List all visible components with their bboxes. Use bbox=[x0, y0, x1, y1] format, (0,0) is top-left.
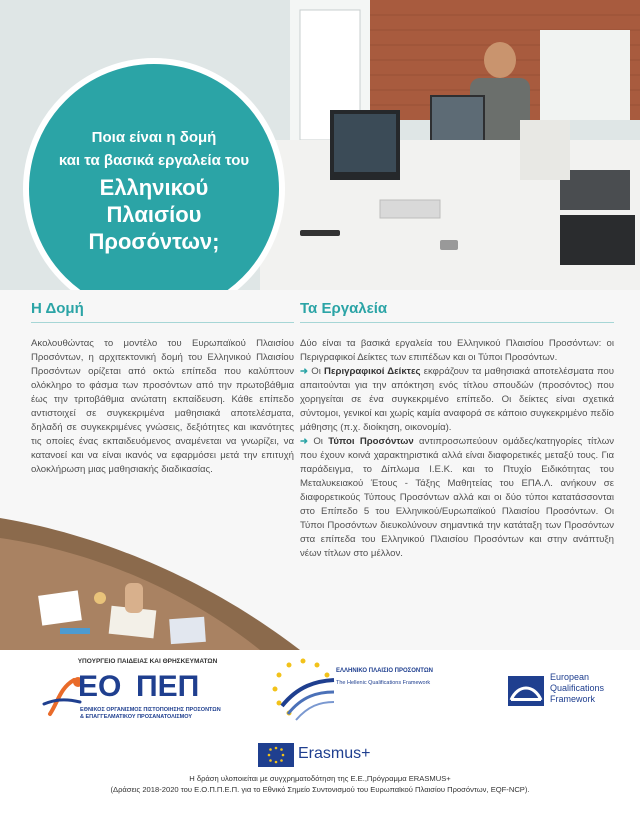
eqf-line-3: Framework bbox=[550, 694, 596, 704]
types-text: αντιπροσωπεύουν ομάδες/κατηγορίες τίτλων που έχουν κοινά χαρακτηριστικά αλλά είναι διαφορετικές μεταξύ τους. Για παράδειγμα, το Δίπλωμα Ι.Ε.Κ. και το Πτυχίο Ειδικότητας του Μεταλυκειακού Έτους - Τάξης Μαθητείας του ΕΠΑ.Λ. ανήκουν σε διαφορετικούς Τύπους Προσόντων αλλά και οι δύο τύποι κατατάσσονται στο Επίπεδο 5 του Ελληνικού/Ευρωπαϊκού Πλαισίου Προσόντων. Οι Τύποι Προσόντων διευκολύνουν σημαντικά την κατάταξη των Προσόντων στα επίπεδα του Ελληνικού Πλαισίου Προσόντων και στην ανάπτυξη νέων τίτλων στο μέλλον. bbox=[300, 436, 614, 559]
hero-question-line2: και τα βασικά εργαλεία του bbox=[58, 151, 250, 169]
hqf-english-name: The Hellenic Qualifications Framework bbox=[336, 680, 431, 686]
footer-line-2: (Δράσεις 2018-2020 του Ε.Ο.Π.Π.Ε.Π. για το Εθνικό Σημείο Συντονισμού του Ευρωπαϊκού Πλαισίου Προσόντων, EQF-NCP). bbox=[110, 785, 530, 794]
footer-line-1: Η δράση υλοποιείται με συγχρηματοδότηση της Ε.Ε.,Πρόγραμμα ERASMUS+ bbox=[189, 774, 451, 783]
structure-section bbox=[31, 300, 294, 477]
hero-framework-line2: Πλαισίου bbox=[106, 201, 202, 227]
types-term: Τύποι Προσόντων bbox=[328, 436, 414, 447]
descriptors-prefix: Οι bbox=[311, 366, 325, 377]
hero-banner bbox=[0, 0, 640, 290]
structure-body: Ακολουθώντας το μοντέλο του Ευρωπαϊκού Πλαισίου Προσόντων, η αρχιτεκτονική δομή του Ελληνικού Πλαισίου Προσόντων ορίζεται από οκτώ επίπεδα που καλύπτουν ολόκληρο το φάσμα των προσόντων από την πρωτοβάθμια έως την τριτοβάθμια ανώτατη εκπαίδευση. Κάθε επίπεδο αντιστοιχεί σε συγκεκριμένα μαθησιακά αποτελέσματα, δηλαδή σε συγκεκριμένες γνώσεις, δεξιότητες και ικανότητες τις οποίες ένας εκπαιδευόμενος αναμένεται να γνωρίζει, να κατανοεί και να είναι ικανός να εφαρμόσει μετά την επιτυχή ολοκλήρωση μιας μαθησιακής διαδικασίας. bbox=[31, 338, 294, 475]
eoppep-subtitle-1: ΕΘΝΙΚΟΣ ΟΡΓΑΝΙΣΜΟΣ ΠΙΣΤΟΠΟΙΗΣΗΣ ΠΡΟΣΟΝΤΩΝ bbox=[80, 707, 221, 713]
eoppep-right: ΠΕΠ bbox=[136, 670, 200, 703]
arrow-right-icon: ➜ bbox=[300, 436, 309, 447]
hero-framework-line1: Ελληνικού bbox=[99, 174, 209, 200]
eqf-logo bbox=[508, 672, 628, 712]
tools-intro-text: Δύο είναι τα βασικά εργαλεία του Ελληνικού Πλαισίου Προσόντων: οι Περιγραφικοί Δείκτες των επιπέδων και οι Τύποι Προσόντων. bbox=[300, 338, 614, 363]
tools-intro bbox=[300, 337, 614, 561]
eoppep-left: ΕΟ bbox=[78, 670, 122, 703]
erasmus-logo bbox=[258, 743, 388, 767]
descriptors-term: Περιγραφικοί Δείκτες bbox=[324, 366, 421, 377]
erasmus-label: Erasmus+ bbox=[298, 745, 371, 762]
hqf-stars-icon bbox=[268, 656, 338, 724]
eoppep-subtitle-2: & ΕΠΑΓΓΕΛΜΑΤΙΚΟΥ ΠΡΟΣΑΝΑΤΟΛΙΣΜΟΥ bbox=[80, 714, 193, 720]
hero-question-line1: Ποια είναι η δομή bbox=[91, 128, 217, 146]
types-prefix: Οι bbox=[313, 436, 329, 447]
eqf-line-2: Qualifications bbox=[550, 683, 605, 693]
eu-flag-icon bbox=[258, 743, 294, 767]
eqf-bridge-icon bbox=[508, 676, 544, 706]
hqf-greek-name: ΕΛΛΗΝΙΚΟ ΠΛΑΙΣΙΟ ΠΡΟΣΟΝΤΩΝ bbox=[336, 668, 433, 674]
ministry-label: ΥΠΟΥΡΓΕΙΟ ΠΑΙΔΕΙΑΣ ΚΑΙ ΘΡΗΣΚΕΥΜΑΤΩΝ bbox=[77, 658, 218, 665]
eqf-line-1: European bbox=[550, 672, 590, 682]
eoppep-logo bbox=[40, 670, 240, 730]
arrow-right-icon: ➜ bbox=[300, 366, 309, 377]
descriptors-text: εκφράζουν τα μαθησιακά αποτελέσματα που απαιτούνται για την απόκτηση ενός τίτλου σπουδών (προσόντος) που χορηγείται σε ένα συγκεκριμένο επίπεδο. Οι δείκτες είναι σχετικά σύντομοι, γενικοί και χωρίς καμία αναφορά σε κάποιο συγκεκριμένο πεδίο μάθησης (π.χ. διοίκηση, οικονομία). bbox=[300, 366, 615, 433]
hqf-logo bbox=[268, 656, 443, 724]
tools-section bbox=[300, 300, 614, 561]
meeting-photo bbox=[0, 518, 300, 650]
hero-framework-line3: Προσόντων; bbox=[88, 228, 220, 254]
tools-title: Τα Εργαλεία bbox=[300, 300, 388, 317]
section-divider bbox=[31, 322, 294, 323]
partner-logos bbox=[0, 650, 640, 823]
structure-title: Η Δομή bbox=[31, 300, 84, 317]
section-divider bbox=[300, 322, 614, 323]
